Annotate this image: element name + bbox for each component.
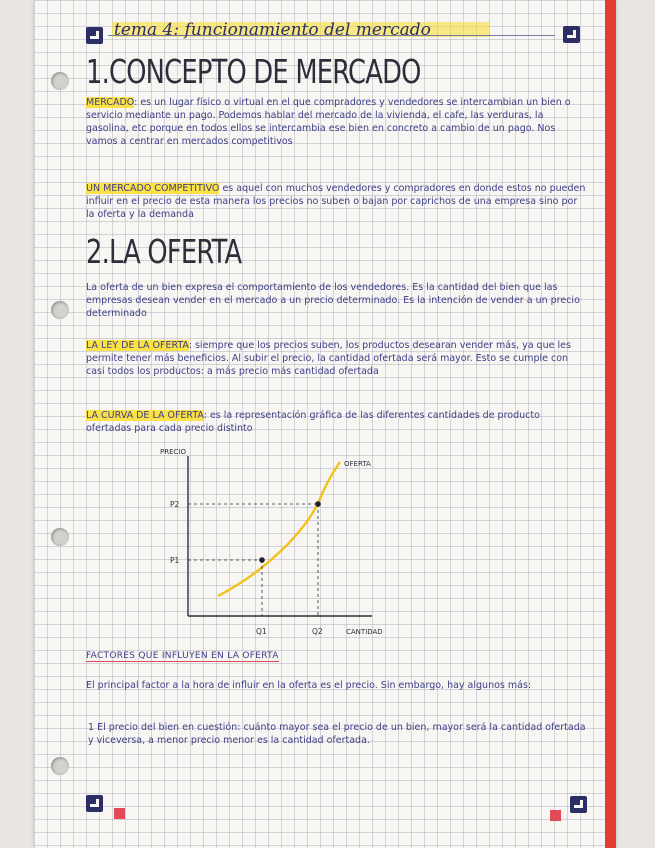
term-highlight: LA CURVA DE LA OFERTA <box>86 410 204 421</box>
supply-curve <box>218 462 340 596</box>
factores-title: FACTORES QUE INFLUYEN EN LA OFERTA <box>86 651 279 661</box>
term-highlight: UN MERCADO COMPETITIVO <box>86 183 220 194</box>
section-heading-oferta: 2.LA OFERTA <box>86 232 242 271</box>
x-tick-q2: Q2 <box>312 627 323 636</box>
y-axis-label: PRECIO <box>160 448 186 456</box>
binder-hole <box>51 528 69 546</box>
paragraph-text: : es un lugar físico o virtual en el que compradores y vendedores se intercambian un bien o servicio mediante un pago. Podemos hablar del mercado de la vivienda, el cafe, las verduras, la gasolina, etc porque en todos ellos se intercambia ese bien en concreto a cambio de un pago. Nos vamos a centrar en mercados competitivos <box>86 97 571 147</box>
binder-hole <box>51 757 69 775</box>
y-tick-p1: P1 <box>170 556 180 565</box>
y-tick-p2: P2 <box>170 500 180 509</box>
pink-square-icon <box>114 808 125 819</box>
paragraph-text: : es la representación gráfica de las diferentes cantidades de producto ofertadas para cada precio distinto <box>86 410 540 434</box>
paragraph-text: : siempre que los precios suben, los productos desearan vender más, ya que les permite tener más beneficios. Al subir el precio, la cantidad ofertada será mayor. Esto se cumple con casi todos los productos: a más precio más cantidad ofertada <box>86 340 571 377</box>
term-highlight: LA LEY DE LA OFERTA <box>86 340 189 351</box>
corner-mark-icon <box>563 26 580 43</box>
point-q2-p2 <box>315 501 321 507</box>
section-heading-mercado: 1.CONCEPTO DE MERCADO <box>86 52 421 91</box>
x-axis-label: CANTIDAD <box>346 628 383 636</box>
term-highlight: MERCADO <box>86 97 135 108</box>
list-item-text: El precio del bien en cuestión: cuánto mayor sea el precio de un bien, mayor será la cantidad ofertada y viceversa, a menor precio menor es la cantidad ofertada. <box>88 722 586 746</box>
factores-list-item <box>88 721 588 747</box>
paragraph-text: La oferta de un bien expresa el comportamiento de los vendedores. Es la cantidad del bien que las empresas desean vender en el mercado a un precio determinado. Es la intención de vender a un precio determinado <box>86 282 580 319</box>
series-label: OFERTA <box>344 460 371 468</box>
point-q1-p1 <box>259 557 265 563</box>
pink-square-icon <box>550 810 561 821</box>
page-header-title: tema 4: funcionamiento del mercado <box>114 20 431 40</box>
corner-mark-icon <box>570 796 587 813</box>
corner-mark-icon <box>86 27 103 44</box>
paragraph-oferta <box>86 281 586 320</box>
factores-intro: El principal factor a la hora de influir en la oferta es el precio. Sin embargo, hay algunos más: <box>86 680 532 691</box>
paragraph-curva-oferta <box>86 409 586 435</box>
paragraph-mercado-competitivo <box>86 182 586 221</box>
paragraph-ley-oferta <box>86 339 586 378</box>
list-item-number: 1 <box>88 722 95 733</box>
page-red-border <box>605 0 616 848</box>
corner-mark-icon <box>86 795 103 812</box>
paragraph-mercado <box>86 96 586 148</box>
paragraph-text: es aquel con muchos vendedores y compradores en donde estos no pueden influir en el precio de esta manera los precios no suben o bajan por caprichos de una empresa sino por la oferta y la demanda <box>86 183 586 220</box>
binder-hole <box>51 72 69 90</box>
binder-hole <box>51 301 69 319</box>
supply-curve-chart <box>150 444 420 644</box>
x-tick-q1: Q1 <box>256 627 267 636</box>
